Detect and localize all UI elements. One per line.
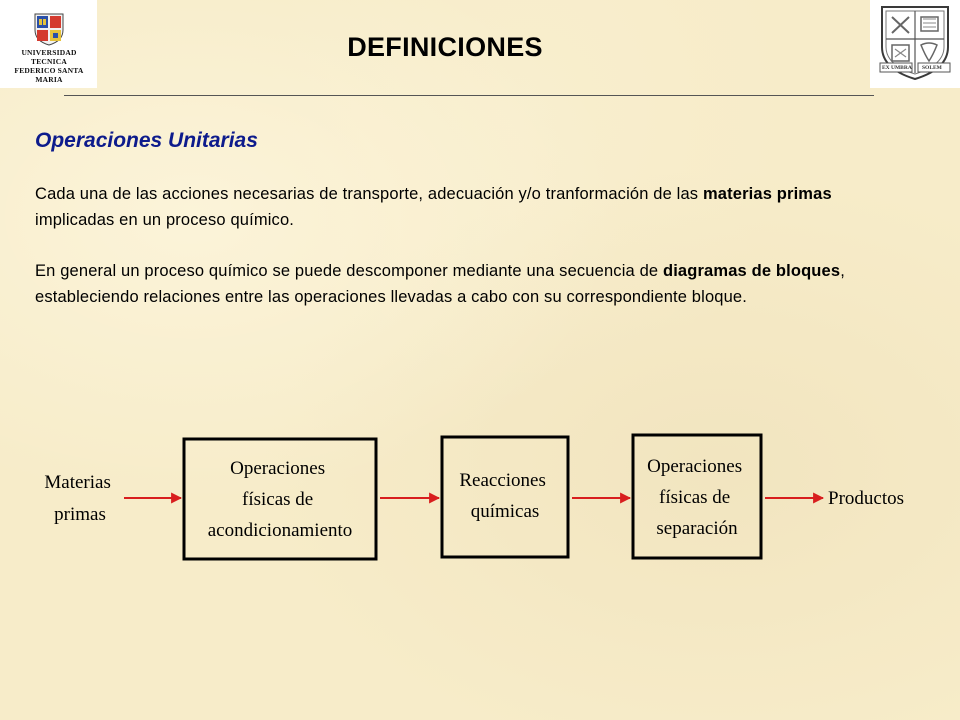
block-label-line: químicas [470,501,540,522]
explanation-bold-term: diagramas de bloques [662,262,841,280]
definition-paragraph [35,181,915,233]
block-label-line: acondicionamiento [207,520,353,541]
university-name-line2: FEDERICO SANTA MARIA [14,66,84,84]
input-label [44,472,115,525]
explanation-paragraph [35,258,915,310]
block-label-line: Operaciones [230,458,326,479]
block-diagram [0,420,960,580]
input-label-line: primas [54,504,106,525]
university-name-line1: UNIVERSIDAD TECNICA [21,48,77,66]
block-label-line: separación [656,518,738,539]
title-divider [64,95,874,96]
process-block [442,437,568,557]
definition-text-part2: implicadas en un proceso químico. [35,211,294,229]
output-label [828,488,904,509]
page-title: DEFINICIONES [347,32,543,62]
crest-motto-left: EX UMBRA [882,65,912,71]
block-label-line: Operaciones [647,456,743,477]
crest-motto-right: SOLEM [922,65,942,71]
block-label [459,470,550,522]
block-label [647,456,747,539]
block-label [208,458,353,541]
input-label-line: Materias [44,472,111,493]
section-heading: Operaciones Unitarias [35,129,258,152]
block-label-line: físicas de [242,489,314,510]
output-label-line: Productos [828,488,904,509]
explanation-text-part1: En general un proceso químico se puede descomponer mediante una secuencia de [35,262,663,280]
definition-text-part1: Cada una de las acciones necesarias de transporte, adecuación y/o tranformación de las [35,185,703,203]
explanation-text-part2: , estableciendo relaciones entre las operaciones llevadas a cabo con su correspondiente bloque. [35,262,845,306]
block-label-line: Reacciones [459,470,546,491]
block-label-line: físicas de [659,487,731,508]
definition-bold-term: materias primas [702,185,832,203]
